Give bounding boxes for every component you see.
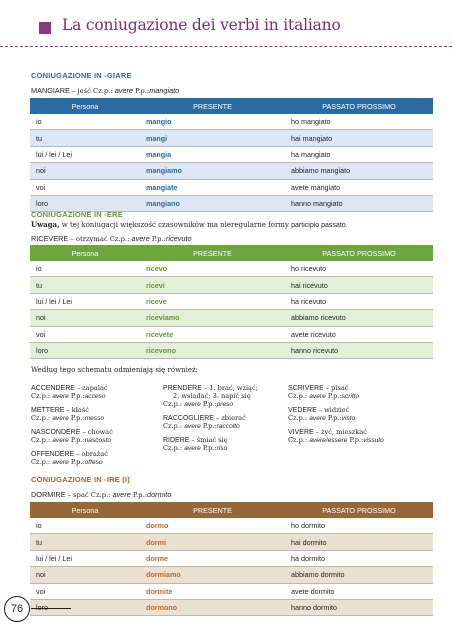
verb-name: MANGIARE bbox=[31, 86, 70, 95]
col-header-presente: PRESENTE bbox=[140, 245, 285, 261]
table-row bbox=[30, 293, 433, 309]
cell-presente: dormiamo bbox=[140, 567, 285, 583]
example-prefix: Cz.p.: bbox=[109, 235, 130, 243]
col-header-passato: PASSATO PROSSIMO bbox=[285, 502, 433, 518]
also-list-intro: Według tego schematu odmieniają się również: bbox=[31, 366, 199, 374]
pp-label: P.p.: bbox=[151, 235, 166, 243]
cell-persona: loro bbox=[30, 342, 140, 358]
example-prefix: Cz.p.: bbox=[90, 491, 111, 499]
list-item: PRENDERE – 1. brać, wziąć; 2. wsiadać; 3. napić się Cz.p.: avere P.p.:preso bbox=[163, 384, 258, 408]
list-item: OFFENDERE – obrażać Cz.p.: avere P.p.:offeso bbox=[31, 450, 108, 466]
table-header-row bbox=[30, 502, 433, 518]
page-number-rule bbox=[31, 608, 71, 609]
note-text: w tej koniugacji większość czasowników ma nieregularne formy bbox=[61, 221, 289, 229]
list-item: VIVERE – żyć, mieszkać Cz.p.: avere/essere P.p.:vissuto bbox=[288, 428, 384, 444]
header-square-icon bbox=[39, 22, 51, 34]
cell-persona: noi bbox=[30, 163, 140, 179]
pp-label: P.p.: bbox=[135, 87, 150, 95]
pp-value: dormito bbox=[147, 490, 172, 499]
cell-presente: mangio bbox=[140, 114, 285, 130]
cell-persona: tu bbox=[30, 534, 140, 550]
table-row bbox=[30, 567, 433, 583]
cell-passato: ha mangiato bbox=[285, 146, 433, 162]
cell-presente: riceve bbox=[140, 293, 285, 309]
cell-passato: hai ricevuto bbox=[285, 277, 433, 293]
table-row bbox=[30, 163, 433, 179]
cell-presente: mangiamo bbox=[140, 163, 285, 179]
cell-passato: ho ricevuto bbox=[285, 261, 433, 277]
cell-presente: ricevete bbox=[140, 326, 285, 342]
verb-line-dormire bbox=[31, 490, 171, 499]
table-row bbox=[30, 326, 433, 342]
table-row bbox=[30, 114, 433, 130]
list-item: RIDERE – śmiać się Cz.p.: avere P.p.:riso bbox=[163, 436, 228, 452]
note-bold: Uwaga, bbox=[31, 220, 60, 229]
cell-persona: lui / lei / Lei bbox=[30, 146, 140, 162]
conjugation-table-ricevere bbox=[30, 245, 433, 359]
list-item: NASCONDERE – chować Cz.p.: avere P.p.:nascosto bbox=[31, 428, 113, 444]
table-header-row bbox=[30, 245, 433, 261]
header-divider bbox=[0, 46, 452, 47]
cell-passato: avete ricevuto bbox=[285, 326, 433, 342]
list-item: RACCOGLIERE – zbierać Cz.p.: avere P.p.:raccolto bbox=[163, 414, 246, 430]
cell-persona: io bbox=[30, 261, 140, 277]
verb-name: DORMIRE bbox=[31, 490, 66, 499]
cell-persona: voi bbox=[30, 179, 140, 195]
pp-value: ricevuto bbox=[165, 234, 192, 243]
verb-name: RICEVERE bbox=[31, 234, 69, 243]
pp-value: mangiato bbox=[149, 86, 180, 95]
cell-passato: ha dormito bbox=[285, 550, 433, 566]
col-header-presente: PRESENTE bbox=[140, 98, 285, 114]
table-row bbox=[30, 179, 433, 195]
list-item: ACCENDERE – zapalać Cz.p.: avere P.p.:acceso bbox=[31, 384, 108, 400]
cell-passato: hanno mangiato bbox=[285, 195, 433, 211]
col-header-persona: Persona bbox=[30, 98, 140, 114]
table-row bbox=[30, 277, 433, 293]
also-list-column-3 bbox=[288, 384, 384, 450]
cell-persona: voi bbox=[30, 583, 140, 599]
col-header-presente: PRESENTE bbox=[140, 502, 285, 518]
cell-presente: mangi bbox=[140, 130, 285, 146]
col-header-persona: Persona bbox=[30, 502, 140, 518]
verb-meaning: – otrzymać bbox=[70, 235, 108, 243]
example-prefix: Cz.p.: bbox=[92, 87, 113, 95]
section-heading-ere: CONIUGAZIONE IN -ERE bbox=[31, 210, 123, 219]
cell-persona: loro bbox=[30, 599, 140, 615]
cell-passato: ho dormito bbox=[285, 518, 433, 534]
note-ere bbox=[31, 220, 348, 229]
page-number: 76 bbox=[4, 596, 30, 622]
list-item: SCRIVERE – pisać Cz.p.: avere P.p.:scritto bbox=[288, 384, 360, 400]
conjugation-table-dormire bbox=[30, 502, 433, 616]
cell-passato: avete mangiato bbox=[285, 179, 433, 195]
col-header-persona: Persona bbox=[30, 245, 140, 261]
cell-persona: noi bbox=[30, 567, 140, 583]
cell-passato: ha ricevuto bbox=[285, 293, 433, 309]
cell-presente: ricevono bbox=[140, 342, 285, 358]
aux-verb: avere bbox=[114, 86, 134, 95]
cell-persona: lui / lei / Lei bbox=[30, 550, 140, 566]
list-item: METTERE – kłaść Cz.p.: avere P.p.:messo bbox=[31, 406, 105, 422]
table-row bbox=[30, 534, 433, 550]
col-header-passato: PASSATO PROSSIMO bbox=[285, 98, 433, 114]
cell-passato: hanno ricevuto bbox=[285, 342, 433, 358]
table-row bbox=[30, 146, 433, 162]
list-item: VEDERE – widzieć Cz.p.: avere P.p.:visto bbox=[288, 406, 356, 422]
cell-presente: dorme bbox=[140, 550, 285, 566]
cell-presente: dormono bbox=[140, 599, 285, 615]
cell-presente: mangia bbox=[140, 146, 285, 162]
cell-persona: tu bbox=[30, 130, 140, 146]
section-heading-giare: CONIUGAZIONE IN -GIARE bbox=[31, 71, 132, 80]
cell-passato: abbiamo mangiato bbox=[285, 163, 433, 179]
cell-presente: dormo bbox=[140, 518, 285, 534]
cell-passato: ho mangiato bbox=[285, 114, 433, 130]
verb-line-mangiare bbox=[31, 86, 179, 95]
cell-passato: avete dormito bbox=[285, 583, 433, 599]
page-title: La coniugazione dei verbi in italiano bbox=[62, 16, 341, 34]
cell-presente: dormite bbox=[140, 583, 285, 599]
table-row bbox=[30, 550, 433, 566]
cell-presente: dormi bbox=[140, 534, 285, 550]
verb-line-ricevere bbox=[31, 234, 192, 243]
cell-passato: abbiamo ricevuto bbox=[285, 310, 433, 326]
cell-presente: mangiano bbox=[140, 195, 285, 211]
cell-presente: ricevo bbox=[140, 261, 285, 277]
cell-passato: abbiamo dormito bbox=[285, 567, 433, 583]
cell-persona: io bbox=[30, 114, 140, 130]
table-row bbox=[30, 310, 433, 326]
cell-presente: ricevi bbox=[140, 277, 285, 293]
conjugation-table-mangiare bbox=[30, 98, 433, 212]
section-heading-ire: CONIUGAZIONE IN -IRE (I) bbox=[31, 475, 130, 484]
table-header-row bbox=[30, 98, 433, 114]
verb-meaning: – jeść bbox=[71, 87, 91, 95]
cell-presente: mangiate bbox=[140, 179, 285, 195]
cell-passato: hai dormito bbox=[285, 534, 433, 550]
table-row bbox=[30, 261, 433, 277]
aux-verb: avere bbox=[112, 490, 131, 499]
cell-passato: hai mangiato bbox=[285, 130, 433, 146]
note-term: participio passato. bbox=[291, 222, 348, 229]
table-row bbox=[30, 130, 433, 146]
also-list-column-2 bbox=[163, 384, 258, 458]
cell-persona: tu bbox=[30, 277, 140, 293]
cell-persona: io bbox=[30, 518, 140, 534]
cell-presente: riceviamo bbox=[140, 310, 285, 326]
cell-passato: hanno dormito bbox=[285, 599, 433, 615]
col-header-passato: PASSATO PROSSIMO bbox=[285, 245, 433, 261]
table-row bbox=[30, 583, 433, 599]
table-row bbox=[30, 342, 433, 358]
table-row bbox=[30, 599, 433, 615]
pp-label: P.p.: bbox=[132, 491, 148, 499]
cell-persona: voi bbox=[30, 326, 140, 342]
also-list-column-1 bbox=[31, 384, 113, 472]
cell-persona: noi bbox=[30, 310, 140, 326]
table-row bbox=[30, 518, 433, 534]
cell-persona: loro bbox=[30, 195, 140, 211]
cell-persona: lui / lei / Lei bbox=[30, 293, 140, 309]
verb-meaning: – spać bbox=[67, 491, 89, 499]
aux-verb: avere bbox=[131, 234, 150, 243]
